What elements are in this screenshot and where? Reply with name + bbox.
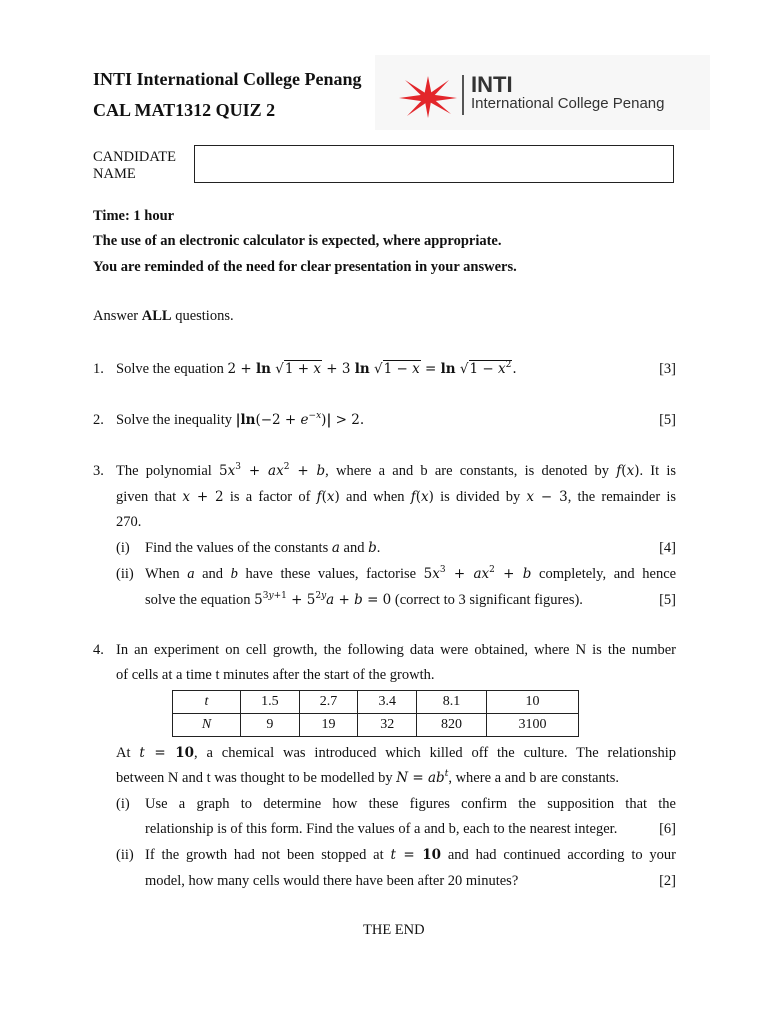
q3-line1 [116, 463, 676, 480]
q1-number: 1. [93, 361, 104, 377]
q2-prompt: Solve the inequality [116, 412, 232, 428]
q1-prompt: Solve the equation [116, 361, 224, 377]
q1-equation: 2 + ln √1 + x + 3 $\ln √1 - x = \ln √1 - x^2$. [227, 360, 517, 377]
time-instruction: Time: 1 hour [93, 208, 175, 224]
q2-marks: [5] [659, 412, 676, 428]
table-row-t [173, 691, 579, 714]
q3-part-ii-c: have these values, factorise [245, 566, 417, 582]
q3-part-ii-poly: $5x^3 + ax^2 + b$ [423, 565, 532, 582]
q4-t-equals-10: t = 10 [139, 745, 194, 761]
table-cell: 3100 [486, 714, 578, 737]
q3-fx3: f(x) [410, 489, 434, 505]
q4-part-ii-b: and had continued according to your [447, 847, 677, 863]
q4-intro-line1: In an experiment on cell growth, the following data were obtained, where N is the number [116, 642, 676, 658]
q4-model: $N = ab^t$ [396, 769, 449, 786]
q4-data-table [172, 690, 579, 737]
q3-part-ii-line1: When a and b have these values, factorise $5x^3 + ax^2 + b$ completely, and hence [145, 565, 677, 582]
table-header-n: N [173, 714, 241, 737]
q4-part-ii-a: If the growth had not been stopped at [145, 847, 384, 863]
q1-text [116, 361, 676, 378]
q4-part-i-label: (i) [116, 796, 130, 812]
calculator-instruction: The use of an electronic calculator is expected, where appropriate. [93, 233, 502, 249]
q4-after-c: between N and t was thought to be modelled by [116, 770, 393, 786]
table-cell: 3.4 [358, 691, 417, 714]
q2-text [116, 412, 676, 429]
logo-subtitle: International College Penang [471, 95, 665, 112]
q3-part-ii-line2 [145, 592, 676, 609]
q3-line2 [116, 489, 676, 506]
q3-part-i-text: Find the values of the constants a and b. [145, 540, 381, 556]
q3-part-ii-e: solve the equation [145, 592, 251, 608]
table-cell: 820 [417, 714, 487, 737]
q3-part-i-marks: [4] [659, 540, 676, 556]
q4-after-table-line1 [116, 745, 676, 762]
q4-part-i-line2: relationship is of this form. Find the values of a and b, each to the nearest integer. [145, 821, 618, 837]
q4-part-ii-t10: t = 10 [390, 847, 441, 863]
candidate-name-field[interactable] [194, 145, 674, 183]
table-cell: 9 [241, 714, 300, 737]
table-cell: 10 [486, 691, 578, 714]
table-header-t: t [173, 691, 241, 714]
q3-part-ii-a: When [145, 566, 180, 582]
q3-line1-b: , where a and b are constants, is denoted by [325, 463, 610, 479]
q3-fx2: f(x) [316, 489, 340, 505]
table-cell: 1.5 [241, 691, 300, 714]
q3-fx: f(x) [616, 463, 640, 479]
q3-part-i-b: and [343, 540, 365, 556]
q3-part-ii-equation: $5^{3y+1} + 5^{2y}a + b = 0$ [254, 591, 392, 608]
inti-logo [375, 55, 710, 130]
q4-after-a: At [116, 745, 131, 761]
q3-part-ii-d: completely, and hence [539, 566, 677, 582]
q3-part-ii-label: (ii) [116, 566, 134, 582]
q4-part-i-marks: [6] [659, 821, 676, 837]
answer-pre: Answer [93, 308, 142, 324]
candidate-label-line2: NAME [93, 166, 136, 182]
q4-part-i-line1: Use a graph to determine how these figures confirm the supposition that the [145, 796, 676, 812]
candidate-label [93, 149, 176, 183]
q3-line2-e: , the remainder is [567, 489, 677, 505]
q3-divisor: x − 3 [526, 489, 568, 505]
q4-after-table-line2 [116, 770, 676, 787]
q4-part-ii-label: (ii) [116, 847, 134, 863]
institution-title: INTI International College Penang [93, 69, 362, 89]
q3-line2-c: and when [346, 489, 405, 505]
q3-part-ii-marks: [5] [659, 592, 676, 608]
table-cell: 2.7 [299, 691, 358, 714]
q3-line2-b: is a factor of [229, 489, 311, 505]
table-cell: 32 [358, 714, 417, 737]
q4-after-b: , a chemical was introduced which killed off the culture. The relationship [194, 745, 676, 761]
q2-inequality: $|\ln(-2 + e^{-x})| > 2$. [235, 411, 365, 428]
q3-part-ii-f: (correct to 3 significant figures). [394, 592, 583, 608]
inti-star-icon [395, 72, 461, 122]
q3-polynomial: $5x^3 + ax^2 + b$ [219, 462, 326, 479]
candidate-label-line1: CANDIDATE [93, 149, 176, 165]
presentation-instruction: You are reminded of the need for clear presentation in your answers. [93, 259, 517, 275]
q4-part-ii-line1 [145, 847, 676, 864]
q4-after-d: , where a and b are constants. [448, 770, 620, 786]
table-cell: 19 [299, 714, 358, 737]
logo-title: INTI [471, 72, 513, 97]
q3-part-i-label: (i) [116, 540, 130, 556]
table-row-n [173, 714, 579, 737]
answer-all: ALL [141, 308, 172, 324]
q4-part-ii-marks: [2] [659, 873, 676, 889]
q4-number: 4. [93, 642, 104, 658]
q3-line1-c: . It is [639, 463, 677, 479]
table-cell: 8.1 [417, 691, 487, 714]
q1-marks: [3] [659, 361, 676, 377]
the-end: THE END [363, 922, 425, 938]
q3-part-i-a: Find the values of the constants [145, 540, 329, 556]
q3-line2-a: given that [116, 489, 177, 505]
q3-var-a: a [331, 540, 340, 556]
q3-part-ii-b: and [202, 566, 224, 582]
quiz-title: CAL MAT1312 QUIZ 2 [93, 100, 276, 120]
answer-post: questions. [171, 308, 234, 324]
answer-all-instruction [93, 308, 234, 325]
logo-divider [462, 75, 464, 115]
q4-intro-line2: of cells at a time t minutes after the start of the growth. [116, 667, 435, 683]
q3-factor: x + 2 [182, 489, 224, 505]
q4-part-ii-line2: model, how many cells would there have been after 20 minutes? [145, 873, 519, 889]
q3-line3: 270. [116, 514, 142, 530]
q2-number: 2. [93, 412, 104, 428]
q3-line2-d: is divided by [440, 489, 521, 505]
q3-line1-a: The polynomial [116, 463, 212, 479]
q3-number: 3. [93, 463, 104, 479]
q3-var-b: b [368, 540, 377, 556]
